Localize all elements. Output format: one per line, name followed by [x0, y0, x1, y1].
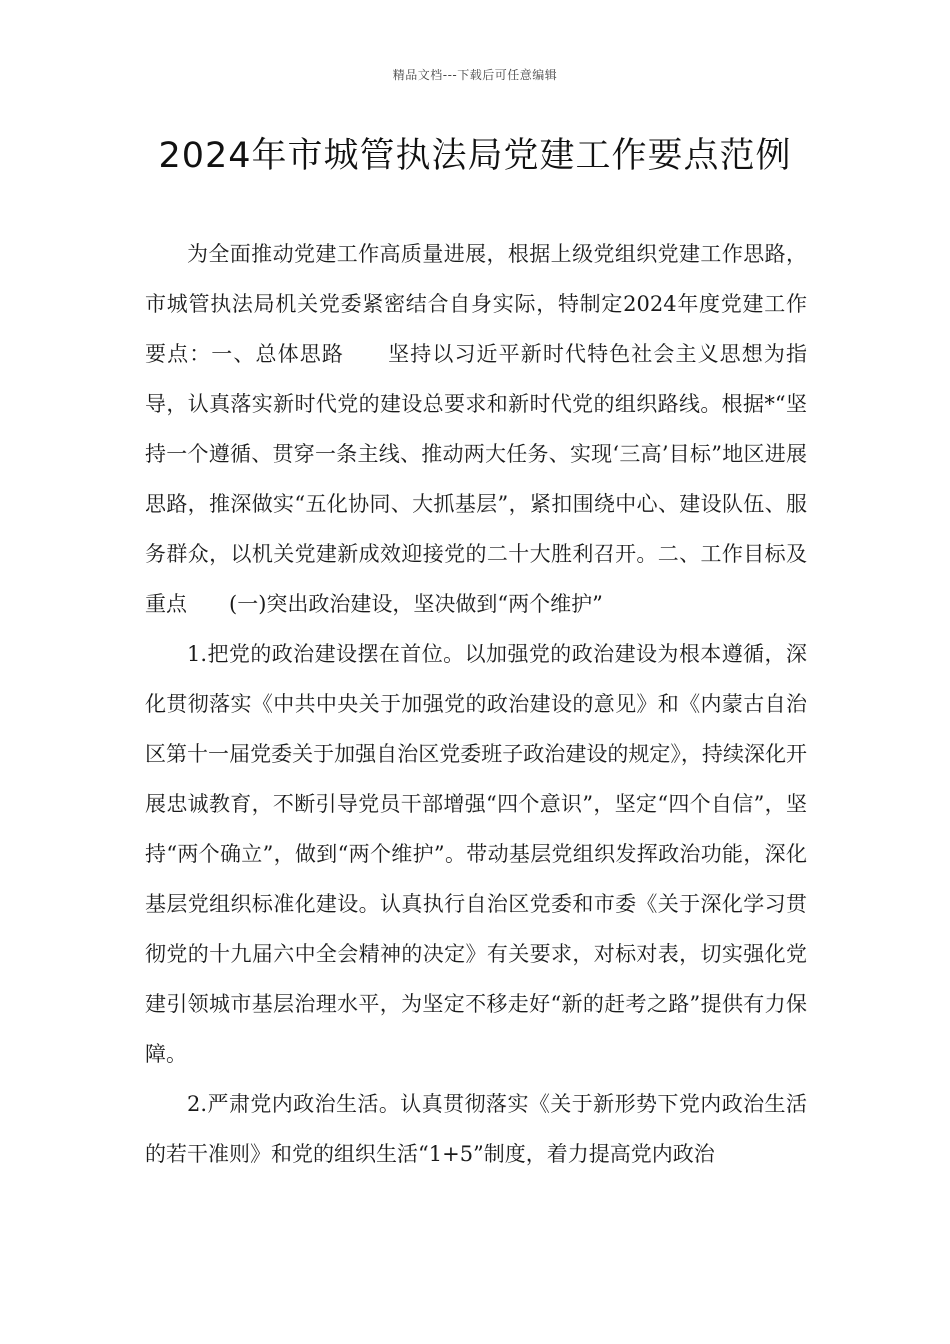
document-body: [145, 229, 807, 1179]
paragraph-item-1: 1.把党的政治建设摆在首位。以加强党的政治建设为根本遵循，深化贯彻落实《中共中央关于加强党的政治建设的意见》和《内蒙古自治区第十一届党委关于加强自治区党委班子政治建设的规定》，持续深化开展忠诚教育，不断引导党员干部增强“四个意识”，坚定“四个自信”，坚持“两个确立”，做到“两个维护”。带动基层党组织发挥政治功能，深化基层党组织标准化建设。认真执行自治区党委和市委《关于深化学习贯彻党的十九届六中全会精神的决定》有关要求，对标对表，切实强化党建引领城市基层治理水平，为坚定不移走好“新的赶考之路”提供有力保障。: [145, 642, 807, 1066]
page-header: 精品文档---下载后可任意编辑: [392, 68, 558, 82]
paragraph-item-2: 2.严肃党内政治生活。认真贯彻落实《关于新形势下党内政治生活的若干准则》和党的组织生活“1+5”制度，着力提高党内政治: [145, 1092, 807, 1166]
document-title: 2024年市城管执法局党建工作要点范例: [158, 136, 792, 176]
paragraph-intro: 为全面推动党建工作高质量进展，根据上级党组织党建工作思路，市城管执法局机关党委紧密结合自身实际，特制定2024年度党建工作要点：一、总体思路 坚持以习近平新时代特色社会主义思想为指导，认真落实新时代党的建设总要求和新时代党的组织路线。根据*“坚持一个遵循、贯穿一条主线、推动两大任务、实现‘三高’目标”地区进展思路，推深做实“五化协同、大抓基层”，紧扣围绕中心、建设队伍、服务群众，以机关党建新成效迎接党的二十大胜利召开。二、工作目标及重点 (一)突出政治建设，坚决做到“两个维护”: [145, 242, 807, 616]
